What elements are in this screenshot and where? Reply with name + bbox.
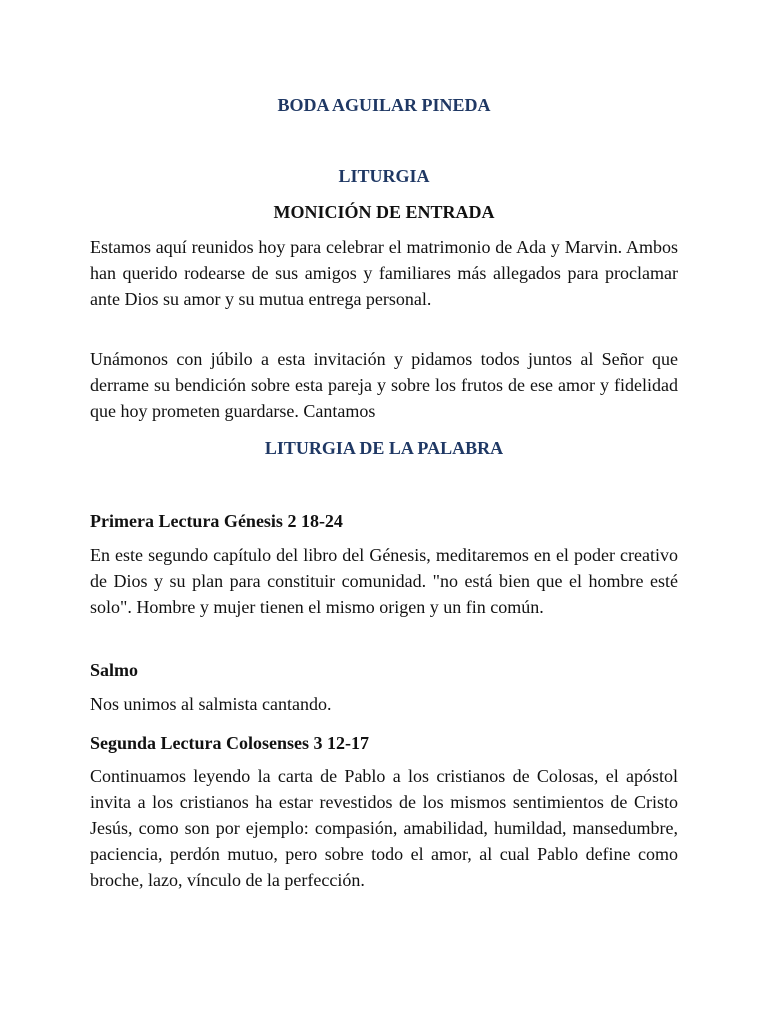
segunda-lectura-heading: Segunda Lectura Colosenses 3 12-17 <box>90 733 370 753</box>
section-heading-palabra: LITURGIA DE LA PALABRA <box>264 438 504 458</box>
primera-lectura-paragraph: En este segundo capítulo del libro del Génesis, meditaremos en el poder creativo de Dios y su plan para constituir comunidad. "no está bien que el hombre esté solo". Hombre y mujer tienen el mismo origen y un fin común. <box>90 545 678 617</box>
document-page <box>90 0 678 1024</box>
section-heading-liturgia: LITURGIA <box>338 166 430 186</box>
monicion-heading: MONICIÓN DE ENTRADA <box>273 202 495 222</box>
segunda-lectura-paragraph: Continuamos leyendo la carta de Pablo a los cristianos de Colosas, el apóstol invita a los cristianos ha estar revestidos de los mismos sentimientos de Cristo Jesús, como son por ejemplo: compasión, amabilidad, humildad, mansedumbre, paciencia, perdón mutuo, pero sobre todo el amor, al cual Pablo define como broche, lazo, vínculo de la perfección. <box>90 766 678 890</box>
primera-lectura-heading: Primera Lectura Génesis 2 18-24 <box>90 511 343 531</box>
salmo-paragraph: Nos unimos al salmista cantando. <box>90 694 332 714</box>
salmo-heading: Salmo <box>90 660 139 680</box>
document-title: BODA AGUILAR PINEDA <box>277 95 491 115</box>
monicion-paragraph-2: Unámonos con júbilo a esta invitación y pidamos todos juntos al Señor que derrame su bendición sobre esta pareja y sobre los frutos de ese amor y fidelidad que hoy prometen guardarse. Cantamos <box>90 349 678 421</box>
monicion-paragraph-1: Estamos aquí reunidos hoy para celebrar el matrimonio de Ada y Marvin. Ambos han querido rodearse de sus amigos y familiares más allegados para proclamar ante Dios su amor y su mutua entrega personal. <box>90 237 678 309</box>
